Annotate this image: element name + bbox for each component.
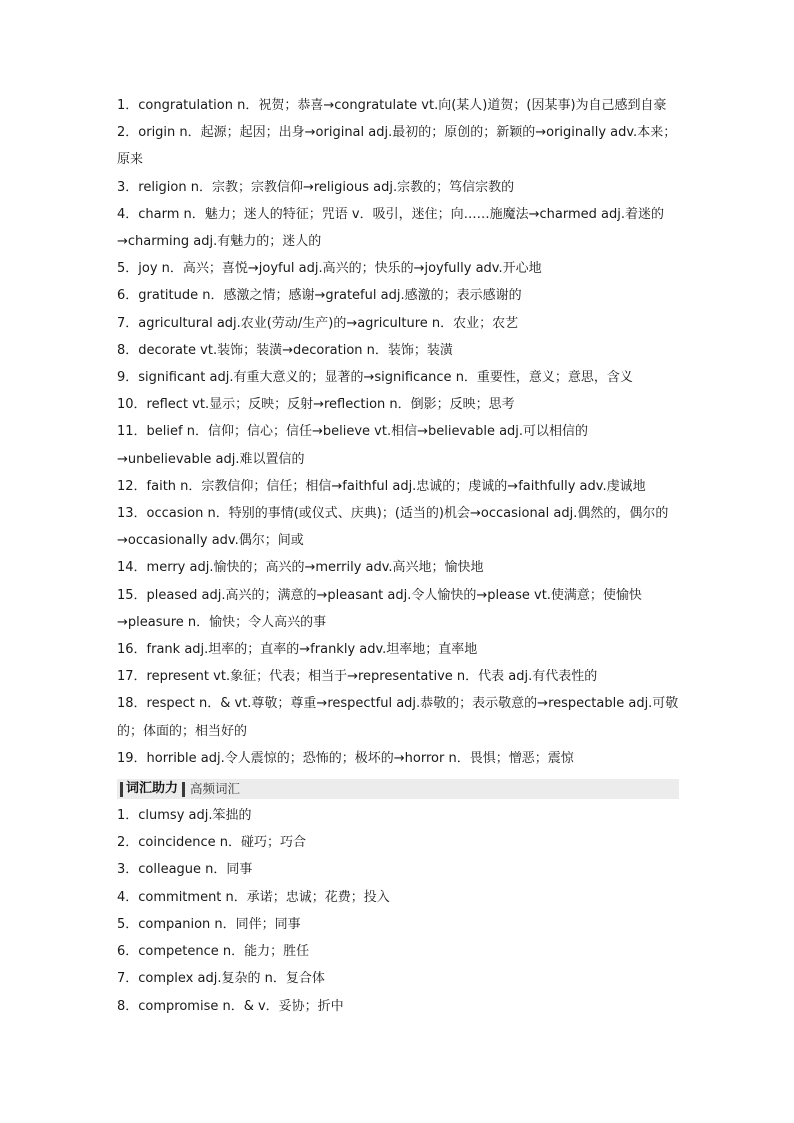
vocab-entry: 8．decorate vt.装饰；装潢→decoration n．装饰；装潢: [117, 342, 453, 358]
vocab-entry: 19．horrible adj.令人震惊的；恐怖的；极坏的→horror n．畏惧；憎恶；震惊: [117, 750, 574, 766]
section-title: 词汇助力: [126, 781, 179, 797]
vocab-entry: 2．coincidence n．碰巧；巧合: [117, 835, 306, 851]
vocab-entry: 9．significant adj.有重大意义的；显著的→significance n．重要性，意义；意思，含义: [117, 370, 633, 386]
section-header: [117, 779, 679, 799]
vocab-entry: 14．merry adj.愉快的；高兴的→merrily adv.高兴地；愉快地: [117, 560, 484, 576]
section-subtitle: 高频词汇: [190, 781, 241, 797]
vocab-entry: 7．complex adj.复杂的 n．复合体: [117, 971, 325, 987]
word-family-list: [117, 92, 679, 772]
high-frequency-list: [117, 802, 679, 1020]
vocab-entry: 4．commitment n．承诺；忠诚；花费；投入: [117, 889, 390, 905]
vocab-entry: 5．companion n．同伴；同事: [117, 916, 301, 932]
vocab-entry: 13．occasion n．特别的事情(或仪式、庆典)；(适当的)机会→occasional adj.偶然的，偶尔的→occasionally adv.偶尔；间或: [117, 506, 669, 549]
vocab-entry: 12．faith n．宗教信仰；信任；相信→faithful adj.忠诚的；虔诚的→faithfully adv.虔诚地: [117, 478, 646, 494]
header-divider-icon: [182, 782, 185, 797]
vocab-entry: 6．gratitude n．感激之情；感谢→grateful adj.感激的；表示感谢的: [117, 288, 522, 304]
vocab-entry: 7．agricultural adj.农业(劳动/生产)的→agriculture n．农业；农艺: [117, 315, 519, 331]
vocab-entry: 10．reflect vt.显示；反映；反射→reflection n．倒影；反映；思考: [117, 397, 515, 413]
vocab-entry: 8．compromise n．& v．妥协；折中: [117, 998, 344, 1014]
vocab-entry: 5．joy n．高兴；喜悦→joyful adj.高兴的；快乐的→joyfully adv.开心地: [117, 261, 542, 277]
vocab-entry: 18．respect n．& vt.尊敬；尊重→respectful adj.恭敬的；表示敬意的→respectable adj.可敬的；体面的；相当好的: [117, 696, 679, 739]
vocab-entry: 1．clumsy adj.笨拙的: [117, 808, 252, 824]
vocab-entry: 17．represent vt.象征；代表；相当于→representative n．代表 adj.有代表性的: [117, 669, 598, 685]
vocab-entry: 6．competence n．能力；胜任: [117, 944, 310, 960]
vocab-entry: 1．congratulation n．祝贺；恭喜→congratulate vt.向(某人)道贺；(因某事)为自己感到自豪: [117, 98, 667, 113]
vocab-entry: 16．frank adj.坦率的；直率的→frankly adv.坦率地；直率地: [117, 642, 478, 658]
vocab-entry: 4．charm n．魅力；迷人的特征；咒语 v．吸引，迷住；向……施魔法→charmed adj.着迷的→charming adj.有魅力的；迷人的: [117, 206, 664, 250]
header-bar-icon: [120, 782, 123, 797]
vocab-entry: 11．belief n．信仰；信心；信任→believe vt.相信→believable adj.可以相信的→unbelievable adj.难以置信的: [117, 424, 589, 467]
vocab-entry: 15．pleased adj.高兴的；满意的→pleasant adj.令人愉快的→please vt.使满意；使愉快→pleasure n．愉快；令人高兴的事: [117, 587, 642, 630]
vocab-entry: 3．colleague n．同事: [117, 862, 253, 878]
vocab-entry: 2．origin n．起源；起因；出身→original adj.最初的；原创的；新颖的→originally adv.本来；原来: [117, 125, 677, 168]
vocabulary-content: [117, 92, 679, 1020]
vocab-entry: 3．religion n．宗教；宗教信仰→religious adj.宗教的；笃信宗教的: [117, 179, 515, 195]
